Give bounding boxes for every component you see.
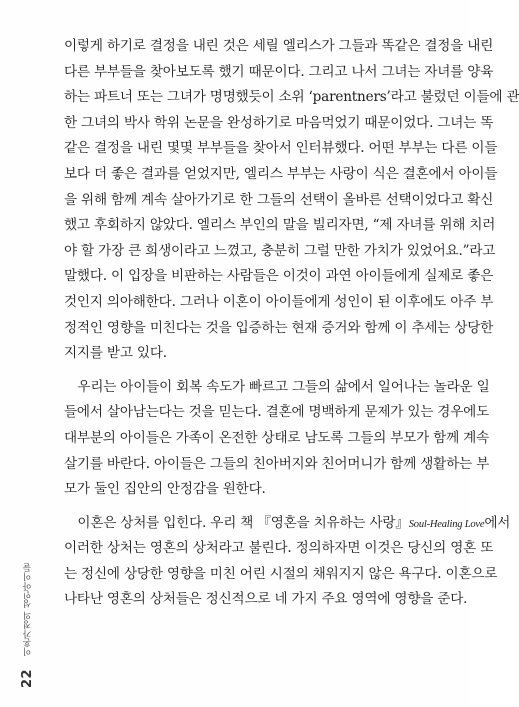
text-fragment: 에서 — [484, 514, 511, 531]
text-line: 야 할 가장 큰 희생이라고 느꼈고, 충분히 그럴 만한 가치가 있었어요.”라고 — [64, 242, 496, 259]
body-text — [64, 34, 519, 613]
paragraph-gap — [64, 503, 450, 511]
paragraph-gap — [64, 367, 450, 375]
text-line: 다른 부부들을 찾아보도록 했기 때문이다. 그리고 나서 그녀는 자녀를 양육 — [64, 63, 494, 80]
text-line: 들에서 살아남는다는 것을 믿는다. 결혼에 명백하게 문제가 있는 경우에도 — [64, 404, 490, 421]
text-line: 이렇게 하기로 결정을 내린 것은 세릴 엘리스가 그들과 똑같은 결정을 내린 — [64, 38, 494, 54]
text-line: 을 위해 함께 계속 살아가기로 한 그들의 선택이 올바른 선택이었다고 확신 — [64, 191, 494, 208]
text-line: 우리는 아이들이 회복 속도가 빠르고 그들의 삶에서 일어나는 놀라운 일 — [64, 378, 490, 395]
text-line: 보다 더 좋은 결과를 얻었지만, 엘리스 부부는 사랑이 식은 결혼에서 아이들 — [64, 165, 498, 182]
book-title: 이혼가정의 성인아이들 — [23, 562, 33, 656]
text-line: 이러한 상처는 영혼의 상처라고 불린다. 정의하자면 이것은 당신의 영혼 또 — [64, 540, 494, 557]
page-number: 22 — [20, 668, 35, 688]
text-line: 나타난 영혼의 상처들은 정신적으로 네 가지 주요 영역에 영향을 준다. — [64, 591, 468, 608]
text-line: 했고 후회하지 않았다. 엘리스 부인의 말을 빌리자면, “제 자녀를 위해 치러 — [64, 217, 496, 234]
text-line: 대부분의 아이들은 가족이 온전한 상태로 남도록 그들의 부모가 함께 계속 — [64, 429, 490, 446]
paragraph-2 — [64, 375, 490, 503]
text-line: 지지를 받고 있다. — [64, 345, 167, 362]
text-line: 살기를 바란다. 아이들은 그들의 친아버지와 친어머니가 함께 생활하는 부 — [64, 455, 490, 472]
paragraph-1 — [64, 34, 519, 367]
paragraph-3 — [64, 511, 511, 613]
page-footer — [18, 538, 38, 688]
text-line: 하는 파트너 또는 그녀가 명명했듯이 소위 ‘parentners’라고 불렀던 이들에 관 — [64, 89, 519, 106]
text-line: 말했다. 이 입장을 비판하는 사람들은 이것이 과연 아이들에게 실제로 좋은 — [64, 268, 494, 285]
text-line: 모가 둘인 집안의 안정감을 원한다. — [64, 481, 266, 498]
text-line: 는 정신에 상당한 영향을 미친 어린 시절의 채워지지 않은 욕구다. 이혼으로 — [64, 565, 498, 582]
text-fragment: 이혼은 상처를 입힌다. 우리 책 『영혼을 치유하는 사랑』 — [64, 514, 409, 531]
text-line: 것인지 의아해한다. 그러나 이혼이 아이들에게 성인이 된 이후에도 아주 부 — [64, 293, 494, 310]
text-line: 한 그녀의 박사 학위 논문을 완성하기로 마음먹었기 때문이었다. 그녀는 똑 — [64, 114, 494, 131]
text-line: 같은 결정을 내린 몇몇 부부들을 찾아서 인터뷰했다. 어떤 부부는 다른 이들 — [64, 140, 498, 157]
text-line: 정적인 영향을 미친다는 것을 입증하는 현재 증거와 함께 이 추세는 상당한 — [64, 319, 494, 336]
english-title: Soul-Healing Love — [408, 518, 485, 530]
text-line — [64, 511, 511, 537]
